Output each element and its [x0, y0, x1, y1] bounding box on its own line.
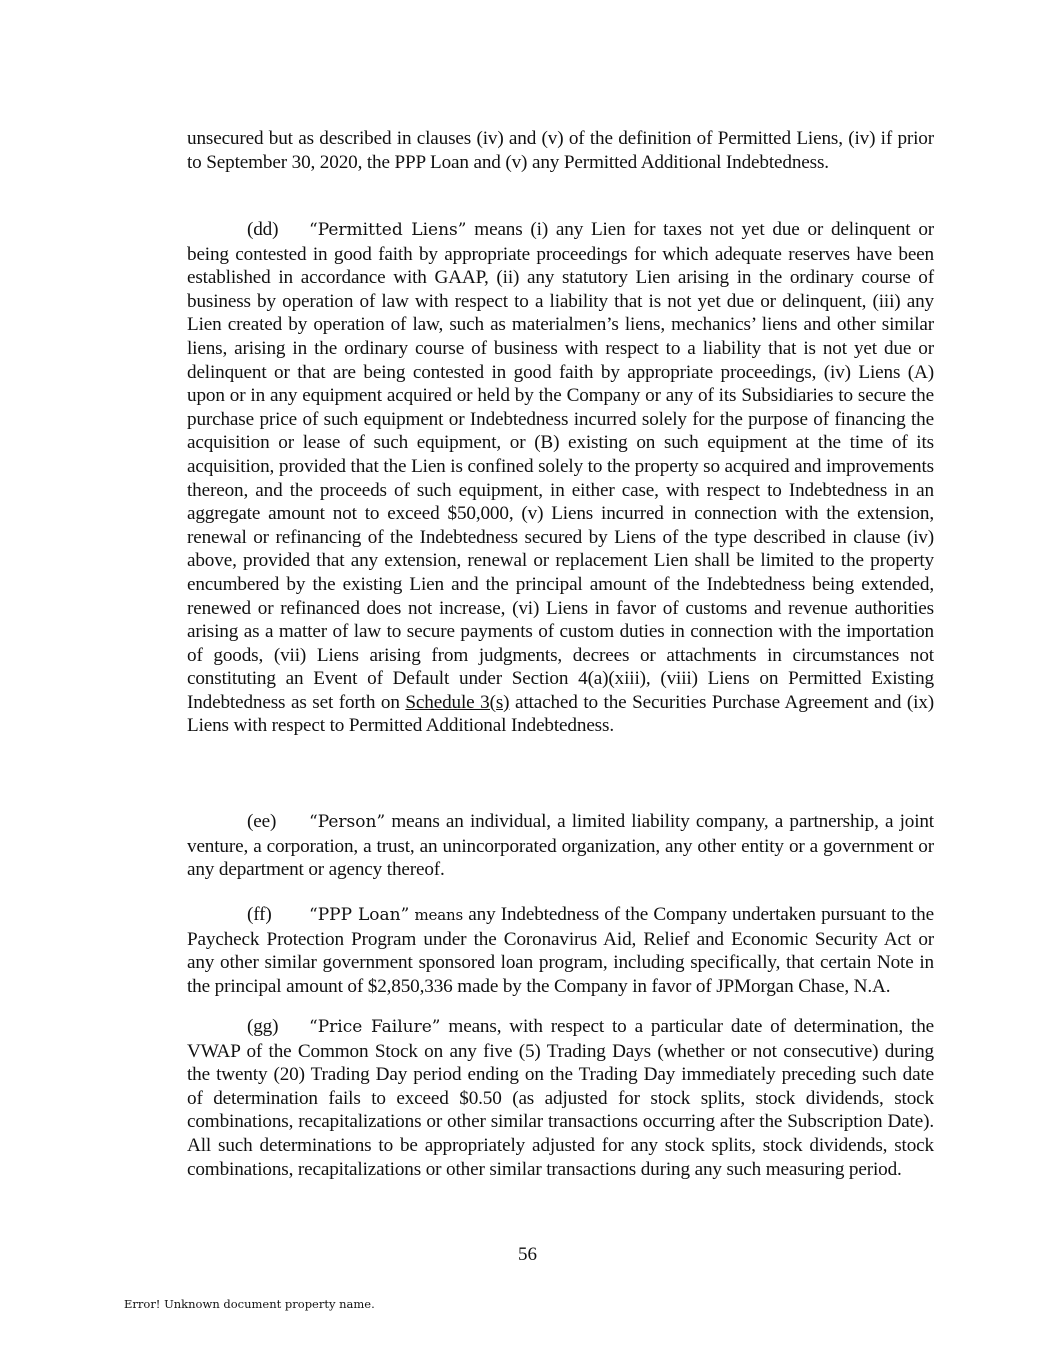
definition-permitted-liens — [187, 218, 934, 738]
defined-term: “Permitted Liens” — [309, 220, 467, 240]
definition-text: any Indebtedness of the Company undertaken pursuant to the Paycheck Protection Program under the Coronavirus Aid, Relief and Economic Security Act or any other similar government sponsored loan program, including specifically, that certain Note in the principal amount of $2,850,336 made by the Company in favor of JPMorgan Chase, N.A. — [187, 904, 934, 997]
defined-term: “PPP Loan” — [309, 905, 410, 925]
section-label: (ee) — [247, 811, 277, 832]
definition-person — [187, 810, 934, 882]
paragraph-continuation — [187, 127, 934, 174]
defined-term: “Person” — [309, 812, 386, 832]
section-label: (ff) — [247, 904, 272, 925]
definition-text: means an individual, a limited liability company, a partnership, a joint venture, a corporation, a trust, an unincorporated organization, any other entity or a government or any department or agency thereof. — [187, 811, 934, 881]
definition-text: means (i) any Lien for taxes not yet due or delinquent or being contested in good faith by appropriate proceedings for which adequate reserves have been established in accordance with GAAP, (ii) any statutory Lien arising in the ordinary course of business by operation of law with respect to a liability that is not yet due or delinquent, (iii) any Lien created by operation of law, such as materialmen’s liens, mechanics’ liens and other similar liens, arising in the ordinary course of business with respect to a liability that is not yet due or delinquent or that are being contested in good faith by appropriate proceedings, (iv) Liens (A) upon or in any equipment acquired or held by the Company or any of its Subsidiaries to secure the purchase price of such equipment or Indebtedness incurred solely for the purpose of financing the acquisition or lease of such equipment, or (B) existing on such equipment at the time of its acquisition, provided that the Lien is confined solely to the property so acquired and improvements thereon, and the proceeds of such equipment, in either case, with respect to Indebtedness in an aggregate amount not to exceed $50,000, (v) Liens incurred in connection with the extension, renewal or refinancing of the Indebtedness secured by Liens of the type described in clause (iv) above, provided that any extension, renewal or replacement Lien shall be limited to the property encumbered by the existing Lien and the principal amount of the Indebtedness being extended, renewed or refinanced does not increase, (vi) Liens in favor of customs and revenue authorities arising as a matter of law to secure payments of custom duties in connection with the importation of goods, (vii) Liens arising from judgments, decrees or attachments in circumstances not constituting an Event of Default under Section 4(a)(xiii), (viii) Liens on Permitted Existing Indebtedness as set forth on — [187, 219, 934, 713]
schedule-reference: Schedule 3(s) — [405, 691, 510, 713]
definition-text: means, with respect to a particular date of determination, the VWAP of the Common Stock on any five (5) Trading Days (whether or not consecutive) during the twenty (20) Trading Day period ending on the Trading Day immediately preceding such date of determination fails to exceed $0.50 (as adjusted for stock splits, stock dividends, stock combinations, recapitalizations or other similar transactions occurring after the Subscription Date). All such determinations to be appropriately adjusted for any stock splits, stock dividends, stock combinations, recapitalizations or other similar transactions during any such measuring period. — [187, 1016, 935, 1180]
page-number: 56 — [518, 1244, 537, 1265]
means-word: means — [409, 906, 469, 924]
paragraph-text: unsecured but as described in clauses (iv) and (v) of the definition of Permitted Liens, (iv) if prior to September 30, 2020, the PPP Loan and (v) any Permitted Additional Indebtedness. — [187, 128, 934, 173]
section-label: (gg) — [247, 1016, 279, 1037]
definition-text-end: attached to the Securities Purchase Agreement and (ix) Liens with respect to Permitted Additional Indebtedness. — [187, 691, 934, 737]
section-label: (dd) — [247, 219, 279, 240]
footer-note: Error! Unknown document property name. — [124, 1297, 375, 1311]
defined-term: “Price Failure” — [309, 1017, 441, 1037]
definition-ppp-loan — [187, 903, 934, 998]
definition-price-failure — [187, 1015, 934, 1181]
